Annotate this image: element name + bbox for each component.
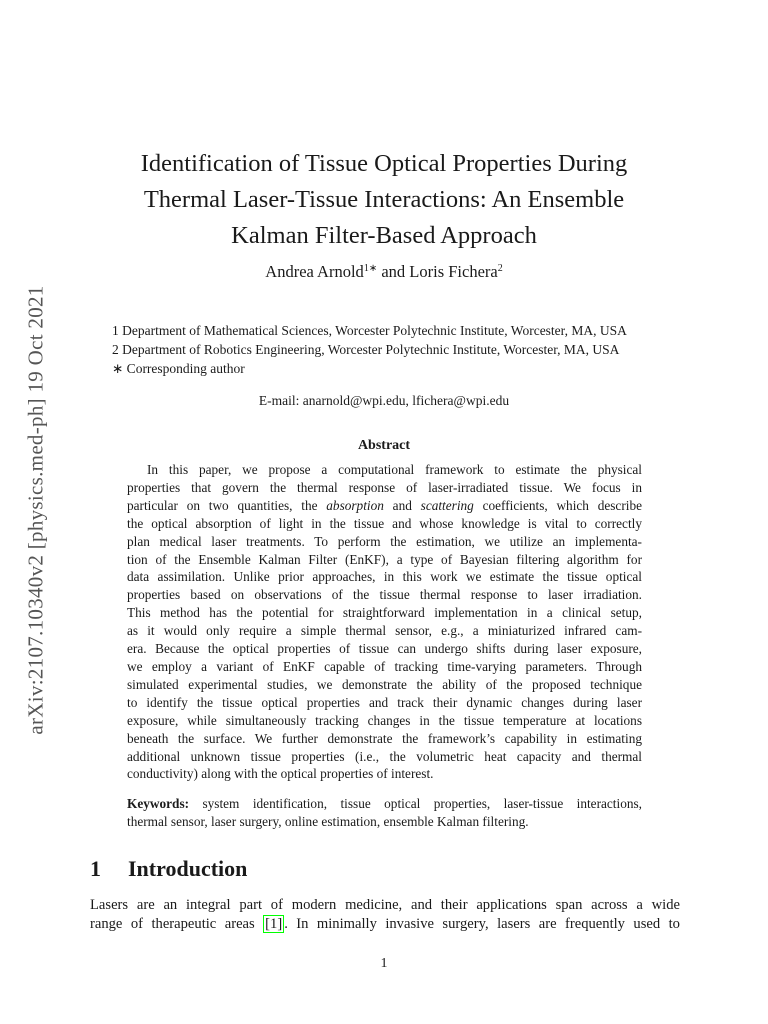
body-line	[90, 915, 680, 934]
arxiv-identifier: arXiv:2107.10340v2 [physics.med-ph] 19 Oct 2021	[23, 285, 48, 735]
author-name: Andrea Arnold	[265, 262, 364, 281]
abstract-line: This method has the potential for straightforward implementation in a clinical setup,	[127, 605, 642, 621]
abstract-line: beneath the surface. We further demonstrate the framework’s capability in estimating	[127, 730, 642, 746]
author-joiner: and	[377, 262, 410, 281]
author-list	[90, 262, 678, 282]
abstract-body	[127, 461, 642, 783]
affiliation-line: 2 Department of Robotics Engineering, Worcester Polytechnic Institute, Worcester, MA, USA	[112, 342, 620, 357]
citation-link[interactable]: [1]	[265, 916, 283, 932]
body-text: range of therapeutic areas	[90, 916, 264, 932]
affiliation-line: ∗ Corresponding author	[112, 361, 245, 376]
emphasis-absorption: absorption	[326, 497, 384, 513]
keywords-line	[127, 795, 642, 813]
abstract-text: particular on two quantities, the	[127, 497, 327, 513]
emphasis-scattering: scattering	[420, 497, 474, 513]
abstract-text: coefficients, which describe	[473, 497, 643, 513]
author-affiliation-mark: 2	[497, 263, 503, 274]
keywords-text: system identification, tissue optical properties, laser-tissue interactions,	[189, 796, 642, 811]
title-line: Kalman Filter-Based Approach	[231, 222, 537, 249]
abstract-line: we employ a variant of EnKF capable of tracking time-varying parameters. Through	[127, 658, 642, 674]
keywords-label: Keywords:	[127, 796, 190, 811]
abstract-line: plan medical laser treatments. To perform the estimation, we utilize an implementa-	[127, 533, 642, 549]
abstract-line: data assimilation. Unlike prior approaches, in this work we estimate the tissue optical	[127, 569, 642, 585]
abstract-line: conductivity) along with the optical properties of interest.	[127, 766, 434, 782]
abstract-line: tion of the Ensemble Kalman Filter (EnKF), a type of Bayesian filtering algorithm for	[127, 551, 642, 567]
arxiv-sidebar	[22, 235, 50, 785]
body-line: Lasers are an integral part of modern medicine, and their applications span across a wide	[90, 897, 680, 913]
abstract-line: In this paper, we propose a computational framework to estimate the physical	[147, 462, 642, 477]
abstract-line: properties based on observations of the tissue thermal response to laser irradiation.	[127, 587, 642, 603]
abstract-line	[127, 497, 642, 515]
abstract-line: to identify the tissue optical properties and track their dynamic changes during laser	[127, 694, 642, 710]
abstract-line: the optical absorption of light in the tissue and whose knowledge is vital to correctly	[127, 515, 642, 531]
abstract-line: properties that govern the thermal response of laser-irradiated tissue. We focus in	[127, 479, 642, 495]
keywords-block	[127, 795, 642, 831]
section-heading	[90, 856, 678, 882]
section-number: 1	[90, 856, 101, 881]
body-text: . In minimally invasive surgery, lasers are frequently used to	[284, 916, 680, 932]
intro-paragraph	[90, 896, 680, 934]
abstract-line: additional unknown tissue properties (i.e., the volumetric heat capacity and thermal	[127, 748, 642, 764]
abstract-line: exposure, while simultaneously tracking changes in the tissue temperature at locations	[127, 712, 642, 728]
abstract-line: as it would only require a simple thermal sensor, e.g., a miniaturized infrared cam-	[127, 623, 642, 639]
author-name: Loris Fichera	[409, 262, 498, 281]
abstract-line: era. Because the optical properties of tissue can undergo shifts during laser exposure,	[127, 641, 642, 657]
affiliation-line: 1 Department of Mathematical Sciences, Worcester Polytechnic Institute, Worcester, MA, USA	[112, 323, 627, 338]
affiliations	[112, 321, 692, 378]
abstract-line: simulated experimental studies, we demonstrate the ability of the proposed technique	[127, 676, 642, 692]
page-number: 1	[380, 956, 388, 971]
author-affiliation-mark: 1∗	[363, 263, 378, 274]
abstract-heading: Abstract	[357, 438, 411, 453]
title-line: Thermal Laser-Tissue Interactions: An Ensemble	[143, 186, 625, 213]
keywords-line: thermal sensor, laser surgery, online estimation, ensemble Kalman filtering.	[127, 813, 529, 829]
abstract-text: and	[383, 497, 421, 513]
contact-email: E-mail: anarnold@wpi.edu, lfichera@wpi.edu	[258, 393, 510, 408]
paper-title	[90, 146, 678, 254]
section-title: Introduction	[128, 856, 248, 881]
title-line: Identification of Tissue Optical Properties During	[140, 150, 628, 177]
